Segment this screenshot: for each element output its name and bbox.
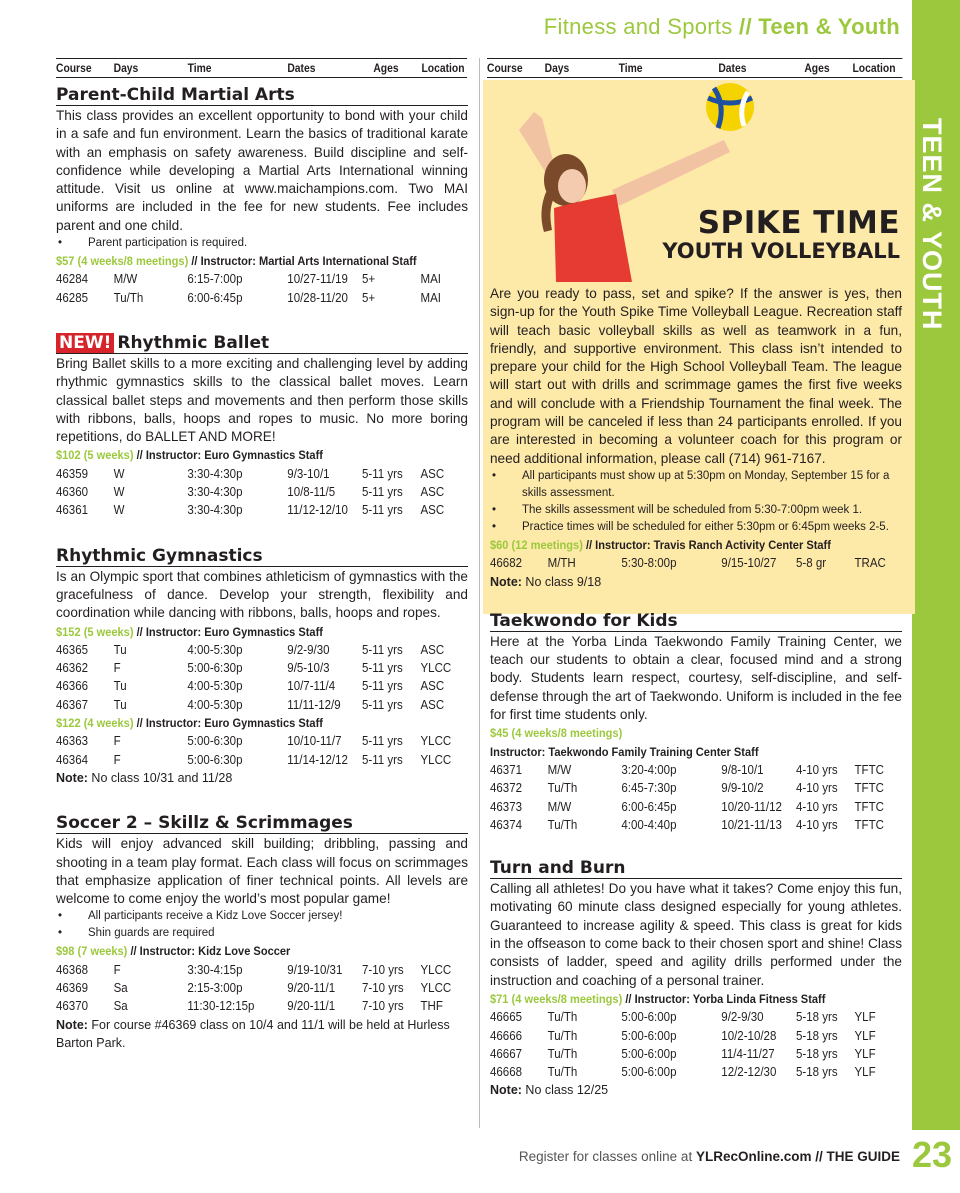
class-dates: 10/10-11/7 bbox=[287, 733, 342, 749]
class-section bbox=[56, 813, 468, 1052]
meeting-days: Sa bbox=[113, 998, 128, 1014]
fee-price: $122 (4 weeks) bbox=[56, 716, 134, 731]
course-number: 46284 bbox=[56, 271, 89, 287]
fee-instructor: // Instructor: Martial Arts International Staff bbox=[188, 254, 417, 269]
class-title: Rhythmic Gymnastics bbox=[56, 546, 468, 567]
class-time: 4:00-5:30p bbox=[187, 641, 243, 657]
col-days: Days bbox=[544, 61, 570, 75]
column-header bbox=[56, 58, 467, 78]
meeting-days: M/W bbox=[547, 761, 572, 777]
class-note bbox=[490, 573, 902, 591]
col-time: Time bbox=[187, 61, 212, 75]
course-number: 46360 bbox=[56, 484, 89, 500]
age-range: 4-10 yrs bbox=[796, 780, 838, 796]
class-description: Kids will enjoy advanced skill building; dribbling, passing and shooting in a team play format. Each class will focus on scrimmages that emphasize application of finer technical points. All levels are welcome to come enjoy the world’s most popular game! bbox=[56, 836, 468, 907]
location-code: YLCC bbox=[420, 979, 452, 995]
fee-price: $45 (4 weeks/8 meetings) bbox=[490, 726, 623, 741]
class-bullets bbox=[56, 908, 468, 942]
location-code: MAI bbox=[420, 271, 441, 287]
class-fee bbox=[490, 724, 861, 742]
schedule-rows bbox=[56, 465, 468, 520]
location-code: TFTC bbox=[854, 816, 884, 832]
page-header bbox=[544, 14, 900, 40]
location-code: ASC bbox=[420, 678, 445, 694]
location-code: ASC bbox=[420, 502, 445, 518]
note-text: No class 12/25 bbox=[521, 1083, 609, 1098]
class-dates: 11/11-12/9 bbox=[287, 696, 341, 712]
table-row bbox=[490, 1027, 902, 1045]
age-range: 5-11 yrs bbox=[362, 484, 403, 500]
age-range: 5-11 yrs bbox=[362, 502, 403, 518]
class-fee bbox=[490, 536, 861, 554]
location-code: TRAC bbox=[854, 555, 886, 571]
fee-instructor: // Instructor: Euro Gymnastics Staff bbox=[133, 716, 323, 731]
course-number: 46372 bbox=[490, 780, 523, 796]
class-time: 5:00-6:30p bbox=[187, 733, 243, 749]
class-title: Rhythmic Ballet bbox=[117, 332, 270, 353]
age-range: 5+ bbox=[362, 271, 376, 287]
class-dates: 9/2-9/30 bbox=[721, 1009, 764, 1025]
side-tab-label: TEEN & YOUTH bbox=[917, 118, 947, 331]
note-label: Note: bbox=[56, 1017, 88, 1032]
location-code: YLF bbox=[854, 1027, 876, 1043]
age-range: 5-11 yrs bbox=[362, 465, 403, 481]
col-ages: Ages bbox=[804, 61, 830, 75]
class-note bbox=[56, 1016, 468, 1053]
course-number: 46368 bbox=[56, 961, 89, 977]
meeting-days: Tu bbox=[113, 641, 127, 657]
meeting-days: W bbox=[113, 484, 125, 500]
location-code: YLF bbox=[854, 1009, 876, 1025]
meeting-days: Tu/Th bbox=[547, 1027, 578, 1043]
schedule-rows bbox=[56, 641, 468, 714]
class-fee bbox=[56, 714, 427, 732]
class-dates: 9/2-9/30 bbox=[287, 641, 330, 657]
class-note bbox=[56, 769, 468, 787]
class-time: 3:30-4:30p bbox=[187, 502, 243, 518]
age-range: 5-18 yrs bbox=[796, 1027, 838, 1043]
note-text: No class 10/31 and 11/28 bbox=[87, 770, 233, 785]
meeting-days: F bbox=[113, 660, 121, 676]
side-tab bbox=[912, 0, 960, 1130]
course-number: 46359 bbox=[56, 465, 89, 481]
course-number: 46668 bbox=[490, 1064, 523, 1080]
class-time: 5:00-6:30p bbox=[187, 660, 243, 676]
age-range: 7-10 yrs bbox=[362, 961, 404, 977]
meeting-days: Tu bbox=[113, 678, 127, 694]
note-label: Note: bbox=[56, 770, 88, 785]
course-number: 46369 bbox=[56, 979, 89, 995]
class-description: Bring Ballet skills to a more exciting and challenging level by adding rhythmic gymnastics skills to the classical ballet moves. Learn classical ballet steps and movements and then perform those skills with ribbons, balls, hoops and ropes to music. No more boring repetitions, do BALLET AND MORE! bbox=[56, 355, 468, 445]
fee-instructor: // Instructor: Kidz Love Soccer bbox=[127, 944, 291, 959]
class-description: This class provides an excellent opportunity to bond with your child in a safe and fun environment. Learn the basics of traditional karate with an emphasis on safety awareness. Build discipline and self-confidence while developing a Martial Arts International winning attitude. Visit us online at www.maichampions.com. Two MAI uniforms are included in the fee for new students. Fee includes parent and one child. bbox=[56, 108, 468, 233]
fee-price: $152 (5 weeks) bbox=[56, 624, 134, 639]
class-time: 6:00-6:45p bbox=[621, 798, 677, 814]
page-footer bbox=[519, 1149, 900, 1164]
class-bullets bbox=[56, 235, 468, 252]
right-column-header bbox=[487, 58, 903, 78]
class-dates: 10/20-11/12 bbox=[721, 798, 782, 814]
schedule-rows bbox=[490, 554, 902, 572]
meeting-days: Tu/Th bbox=[547, 816, 578, 832]
meeting-days: Sa bbox=[113, 979, 128, 995]
schedule-rows bbox=[56, 270, 468, 307]
table-row bbox=[56, 483, 468, 501]
location-code: ASC bbox=[420, 465, 445, 481]
class-dates: 10/2-10/28 bbox=[721, 1027, 777, 1043]
course-number: 46667 bbox=[490, 1045, 523, 1061]
table-row bbox=[56, 961, 468, 979]
class-title: Turn and Burn bbox=[490, 858, 902, 879]
class-dates: 11/14-12/12 bbox=[287, 751, 348, 767]
bullet-item: • Parent participation is required. bbox=[56, 235, 468, 252]
schedule-rows bbox=[490, 761, 902, 834]
schedule-rows bbox=[56, 732, 468, 769]
meeting-days: Tu/Th bbox=[113, 289, 144, 305]
course-number: 46665 bbox=[490, 1009, 523, 1025]
class-time: 4:00-4:40p bbox=[621, 816, 677, 832]
age-range: 5-8 gr bbox=[796, 555, 827, 571]
age-range: 5-11 yrs bbox=[362, 751, 403, 767]
spike-title-block bbox=[662, 205, 900, 263]
location-code: TFTC bbox=[854, 798, 884, 814]
meeting-days: M/W bbox=[113, 271, 138, 287]
course-number: 46374 bbox=[490, 816, 523, 832]
class-time: 3:30-4:30p bbox=[187, 465, 243, 481]
class-fee bbox=[56, 942, 427, 960]
age-range: 5-11 yrs bbox=[362, 696, 403, 712]
fee-instructor: // Instructor: Yorba Linda Fitness Staff bbox=[622, 991, 826, 1006]
class-description: Is an Olympic sport that combines athleticism of gymnastics with the gracefulness of dance. Develop your strength, flexibility and coordination while dancing with ribbons, balls, hoops and ropes. bbox=[56, 568, 468, 621]
age-range: 4-10 yrs bbox=[796, 816, 838, 832]
note-label: Note: bbox=[490, 1083, 522, 1098]
location-code: YLF bbox=[854, 1045, 876, 1061]
course-number: 46285 bbox=[56, 289, 89, 305]
class-time: 5:00-6:00p bbox=[621, 1009, 677, 1025]
class-dates: 9/8-10/1 bbox=[721, 761, 764, 777]
location-code: YLCC bbox=[420, 733, 452, 749]
class-dates: 9/20-11/1 bbox=[287, 998, 336, 1014]
class-dates: 10/8-11/5 bbox=[287, 484, 336, 500]
age-range: 7-10 yrs bbox=[362, 979, 404, 995]
right-column bbox=[490, 284, 902, 1100]
age-range: 4-10 yrs bbox=[796, 761, 838, 777]
fee-price: $71 (4 weeks/8 meetings) bbox=[490, 991, 623, 1006]
footer-url-link[interactable]: YLRecOnline.com bbox=[695, 1149, 812, 1164]
location-code: TFTC bbox=[854, 780, 884, 796]
course-number: 46361 bbox=[56, 502, 89, 518]
class-title: Parent-Child Martial Arts bbox=[56, 85, 468, 106]
fee-price: $102 (5 weeks) bbox=[56, 448, 134, 463]
bullet-item: • All participants must show up at 5:30pm on Monday, September 15 for a skills assessment. bbox=[490, 468, 902, 502]
fee-instructor: // Instructor: Euro Gymnastics Staff bbox=[133, 624, 323, 639]
class-time: 5:00-6:00p bbox=[621, 1027, 677, 1043]
spike-heading: SPIKE TIME bbox=[697, 205, 900, 241]
col-location: Location bbox=[852, 61, 896, 75]
class-fee bbox=[56, 623, 427, 641]
class-dates: 11/12-12/10 bbox=[287, 502, 348, 518]
age-range: 5+ bbox=[362, 289, 376, 305]
class-title: Taekwondo for Kids bbox=[490, 611, 902, 632]
course-number: 46371 bbox=[490, 761, 523, 777]
page-number: 23 bbox=[911, 1134, 952, 1175]
bullet-item: • The skills assessment will be scheduled from 5:30-7:00pm week 1. bbox=[490, 502, 902, 519]
header-section: Fitness and Sports bbox=[543, 14, 733, 39]
col-course: Course bbox=[487, 61, 523, 75]
location-code: ASC bbox=[420, 641, 445, 657]
meeting-days: Tu/Th bbox=[547, 1009, 578, 1025]
table-row bbox=[56, 696, 468, 714]
col-ages: Ages bbox=[373, 61, 399, 75]
class-time: 5:00-6:00p bbox=[621, 1064, 677, 1080]
class-time: 5:30-8:00p bbox=[621, 555, 677, 571]
meeting-days: F bbox=[113, 961, 121, 977]
table-row bbox=[56, 751, 468, 769]
class-time: 6:00-6:45p bbox=[187, 289, 243, 305]
header-subsection: Teen & Youth bbox=[758, 14, 900, 39]
location-code: TFTC bbox=[854, 761, 884, 777]
class-time: 4:00-5:30p bbox=[187, 696, 243, 712]
class-time: 5:00-6:00p bbox=[621, 1045, 677, 1061]
table-row bbox=[56, 732, 468, 750]
course-number: 46364 bbox=[56, 751, 89, 767]
class-dates: 9/9-10/2 bbox=[721, 780, 764, 796]
class-description: Here at the Yorba Linda Taekwondo Family Training Center, we teach our students to obtain a clear, focused mind and a strong body. Students learn respect, courtesy, self-discipline, and self-defense through the art of Taekwondo. Uniform is included in the fee for first time students only. bbox=[490, 633, 902, 723]
age-range: 5-18 yrs bbox=[796, 1045, 838, 1061]
table-row bbox=[490, 798, 902, 816]
class-time: 11:30-12:15p bbox=[187, 998, 255, 1014]
class-title: Soccer 2 – Skillz & Scrimmages bbox=[56, 813, 468, 834]
table-row bbox=[490, 816, 902, 834]
class-dates: 9/15-10/27 bbox=[721, 555, 777, 571]
course-number: 46370 bbox=[56, 998, 89, 1014]
class-dates: 9/20-11/1 bbox=[287, 979, 336, 995]
fee-price: $57 (4 weeks/8 meetings) bbox=[56, 254, 189, 269]
class-time: 6:45-7:30p bbox=[621, 780, 677, 796]
class-time: 2:15-3:00p bbox=[187, 979, 243, 995]
left-column bbox=[56, 58, 468, 1052]
class-time: 4:00-5:30p bbox=[187, 678, 243, 694]
course-number: 46682 bbox=[490, 555, 523, 571]
class-dates: 9/3-10/1 bbox=[287, 465, 330, 481]
location-code: THF bbox=[420, 998, 443, 1014]
meeting-days: W bbox=[113, 502, 125, 518]
class-fee bbox=[56, 252, 427, 270]
note-text: For course #46369 class on 10/4 and 11/1 will be held at Hurless Barton Park. bbox=[56, 1017, 450, 1050]
class-fee bbox=[56, 446, 427, 464]
note-label: Note: bbox=[490, 574, 522, 589]
class-dates: 10/21-11/13 bbox=[721, 816, 782, 832]
table-row bbox=[490, 1063, 902, 1081]
class-dates: 9/5-10/3 bbox=[287, 660, 330, 676]
location-code: YLCC bbox=[420, 751, 452, 767]
age-range: 5-18 yrs bbox=[796, 1064, 838, 1080]
course-number: 46363 bbox=[56, 733, 89, 749]
meeting-days: M/TH bbox=[547, 555, 576, 571]
age-range: 7-10 yrs bbox=[362, 998, 404, 1014]
column-divider bbox=[479, 58, 480, 1128]
meeting-days: F bbox=[113, 733, 121, 749]
meeting-days: Tu/Th bbox=[547, 780, 578, 796]
bullet-item: • All participants receive a Kidz Love Soccer jersey! bbox=[56, 908, 468, 925]
location-code: ASC bbox=[420, 696, 445, 712]
fee-instructor: // Instructor: Travis Ranch Activity Center Staff bbox=[582, 537, 831, 552]
new-badge: NEW! bbox=[56, 333, 114, 353]
class-title-row bbox=[56, 333, 468, 354]
note-text: No class 9/18 bbox=[521, 574, 602, 589]
table-row bbox=[56, 501, 468, 519]
class-time: 3:30-4:30p bbox=[187, 484, 243, 500]
class-fee bbox=[490, 990, 861, 1008]
meeting-days: M/W bbox=[547, 798, 572, 814]
header-slash: // bbox=[739, 14, 752, 39]
schedule-rows bbox=[490, 1008, 902, 1081]
location-code: ASC bbox=[420, 484, 445, 500]
class-time: 5:00-6:30p bbox=[187, 751, 243, 767]
class-section bbox=[490, 858, 902, 1100]
location-code: YLCC bbox=[420, 961, 452, 977]
class-note bbox=[490, 1081, 902, 1099]
class-time: 3:30-4:15p bbox=[187, 961, 243, 977]
course-number: 46367 bbox=[56, 696, 89, 712]
location-code: YLCC bbox=[420, 660, 452, 676]
age-range: 5-11 yrs bbox=[362, 641, 403, 657]
course-number: 46365 bbox=[56, 641, 89, 657]
spike-description: Are you ready to pass, set and spike? If the answer is yes, then sign-up for the Youth Spike Time Volleyball League. Recreation staff will teach basic volleyball skills as well as teamwork in a fun, friendly, and supportive environment. This class isn’t intended to prepare your child for the High School Volleyball Team. The league will start out with drills and scrimmage games the first five weeks and will conclude with a Friendship Tournament the final week. The program will be canceled if less than 24 participants enrolled. If you are interested in becoming a volunteer coach for this program or need additional information, please call (714) 961-7167. bbox=[490, 286, 902, 466]
table-row bbox=[56, 641, 468, 659]
col-days: Days bbox=[113, 61, 139, 75]
class-dates: 9/19-10/31 bbox=[287, 961, 343, 977]
spike-bullets bbox=[490, 468, 902, 536]
col-location: Location bbox=[421, 61, 465, 75]
class-time: 6:15-7:00p bbox=[187, 271, 243, 287]
fee-price: $60 (12 meetings) bbox=[490, 537, 583, 552]
table-row bbox=[56, 677, 468, 695]
course-number: 46373 bbox=[490, 798, 523, 814]
class-dates: 10/28-11/20 bbox=[287, 289, 348, 305]
meeting-days: W bbox=[113, 465, 125, 481]
fee-instructor: // Instructor: Euro Gymnastics Staff bbox=[133, 448, 323, 463]
class-time: 3:20-4:00p bbox=[621, 761, 677, 777]
bullet-item: • Practice times will be scheduled for either 5:30pm or 6:45pm weeks 2-5. bbox=[490, 519, 902, 536]
class-dates: 10/7-11/4 bbox=[287, 678, 336, 694]
course-number: 46666 bbox=[490, 1027, 523, 1043]
schedule-rows bbox=[56, 961, 468, 1016]
table-row bbox=[56, 465, 468, 483]
class-instructor: Instructor: Taekwondo Family Training Center Staff bbox=[490, 744, 759, 759]
table-row bbox=[56, 659, 468, 677]
meeting-days: Tu bbox=[113, 696, 127, 712]
col-dates: Dates bbox=[718, 61, 747, 75]
table-row bbox=[490, 779, 902, 797]
class-dates: 12/2-12/30 bbox=[721, 1064, 777, 1080]
col-dates: Dates bbox=[287, 61, 316, 75]
age-range: 5-11 yrs bbox=[362, 678, 403, 694]
footer-guide: // THE GUIDE bbox=[811, 1149, 900, 1164]
table-row bbox=[56, 979, 468, 997]
class-section bbox=[56, 333, 468, 520]
meeting-days: Tu/Th bbox=[547, 1045, 578, 1061]
table-row bbox=[56, 997, 468, 1015]
class-section bbox=[56, 85, 468, 307]
meeting-days: F bbox=[113, 751, 121, 767]
table-row bbox=[56, 270, 468, 288]
course-number: 46366 bbox=[56, 678, 89, 694]
class-section bbox=[56, 546, 468, 788]
class-dates: 10/27-11/19 bbox=[287, 271, 348, 287]
age-range: 5-11 yrs bbox=[362, 733, 403, 749]
table-row bbox=[490, 554, 902, 572]
location-code: YLF bbox=[854, 1064, 876, 1080]
age-range: 5-11 yrs bbox=[362, 660, 403, 676]
table-row bbox=[490, 761, 902, 779]
col-time: Time bbox=[618, 61, 643, 75]
course-number: 46362 bbox=[56, 660, 89, 676]
age-range: 5-18 yrs bbox=[796, 1009, 838, 1025]
table-row bbox=[490, 1008, 902, 1026]
table-row bbox=[56, 289, 468, 307]
class-section bbox=[490, 611, 902, 834]
table-row bbox=[490, 1045, 902, 1063]
footer-text: Register for classes online at bbox=[518, 1149, 696, 1164]
bullet-item: • Shin guards are required bbox=[56, 925, 468, 942]
meeting-days: Tu/Th bbox=[547, 1064, 578, 1080]
class-description: Calling all athletes! Do you have what it takes? Come enjoy this fun, motivating 60 minute class designed especially for young athletes. Guaranteed to increase agility & speed. This class is great for kids in the offseason to come back to their chosen sport and shine! Class consists of ladder, speed and agility drills performed under the instruction and coaching of a personal trainer. bbox=[490, 881, 902, 988]
class-dates: 11/4-11/27 bbox=[721, 1045, 775, 1061]
column-header bbox=[487, 58, 902, 78]
spike-subheading: YOUTH VOLLEYBALL bbox=[662, 239, 900, 263]
location-code: MAI bbox=[420, 289, 441, 305]
fee-price: $98 (7 weeks) bbox=[56, 944, 128, 959]
age-range: 4-10 yrs bbox=[796, 798, 838, 814]
col-course: Course bbox=[56, 61, 92, 75]
